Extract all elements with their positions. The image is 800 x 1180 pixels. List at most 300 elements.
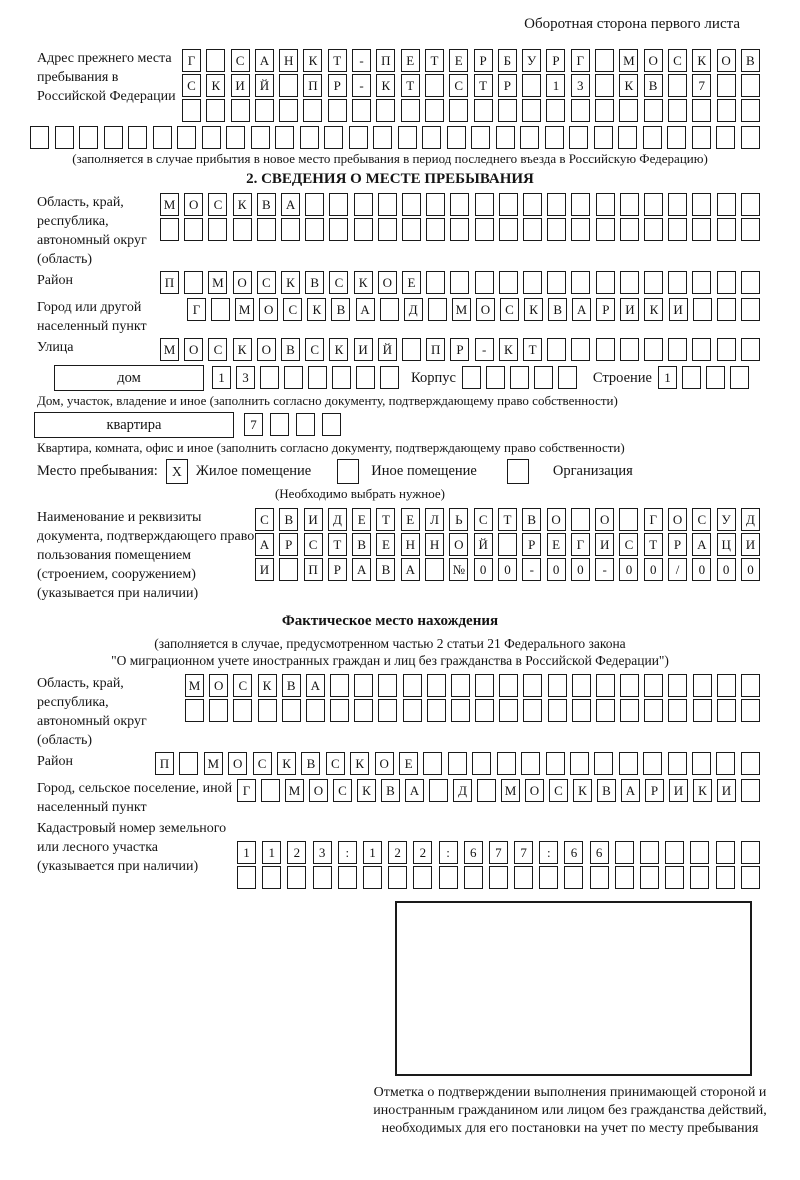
char-box[interactable] bbox=[378, 218, 397, 241]
char-box[interactable] bbox=[667, 126, 686, 149]
char-box[interactable] bbox=[373, 126, 392, 149]
char-box[interactable] bbox=[620, 338, 639, 361]
char-box[interactable]: Е bbox=[401, 49, 420, 72]
char-box[interactable] bbox=[643, 126, 662, 149]
char-box[interactable]: 1 bbox=[658, 366, 677, 389]
char-box[interactable]: Ц bbox=[717, 533, 736, 556]
char-box[interactable] bbox=[741, 193, 760, 216]
char-box[interactable] bbox=[644, 193, 663, 216]
char-box[interactable] bbox=[260, 366, 279, 389]
char-box[interactable]: К bbox=[354, 271, 373, 294]
char-box[interactable]: П bbox=[376, 49, 395, 72]
char-box[interactable] bbox=[284, 366, 303, 389]
char-box[interactable] bbox=[233, 218, 252, 241]
char-box[interactable] bbox=[668, 699, 687, 722]
char-box[interactable]: Т bbox=[425, 49, 444, 72]
char-box[interactable] bbox=[741, 99, 760, 122]
char-box[interactable]: - bbox=[522, 558, 541, 581]
char-box[interactable] bbox=[643, 752, 662, 775]
char-box[interactable] bbox=[282, 699, 301, 722]
char-box[interactable]: 6 bbox=[590, 841, 609, 864]
char-box[interactable]: 1 bbox=[212, 366, 231, 389]
char-box[interactable]: Ь bbox=[449, 508, 468, 531]
char-box[interactable]: К bbox=[206, 74, 225, 97]
char-box[interactable]: К bbox=[303, 49, 322, 72]
char-box[interactable] bbox=[546, 99, 565, 122]
char-box[interactable] bbox=[206, 49, 225, 72]
char-box[interactable] bbox=[279, 99, 298, 122]
char-box[interactable]: О bbox=[184, 338, 203, 361]
char-box[interactable]: Р bbox=[498, 74, 517, 97]
char-box[interactable]: Д bbox=[328, 508, 347, 531]
char-box[interactable] bbox=[615, 841, 634, 864]
char-box[interactable] bbox=[499, 699, 518, 722]
char-box[interactable]: В bbox=[644, 74, 663, 97]
char-box[interactable] bbox=[520, 126, 539, 149]
char-box[interactable] bbox=[521, 752, 540, 775]
char-box[interactable] bbox=[523, 193, 542, 216]
char-box[interactable] bbox=[262, 866, 281, 889]
char-box[interactable]: 1 bbox=[262, 841, 281, 864]
char-box[interactable] bbox=[730, 366, 749, 389]
char-box[interactable]: 0 bbox=[547, 558, 566, 581]
char-box[interactable]: М bbox=[208, 271, 227, 294]
char-box[interactable]: О bbox=[209, 674, 228, 697]
char-box[interactable]: / bbox=[668, 558, 687, 581]
char-box[interactable]: 2 bbox=[388, 841, 407, 864]
char-box[interactable] bbox=[620, 218, 639, 241]
char-box[interactable] bbox=[594, 126, 613, 149]
char-box[interactable]: 0 bbox=[644, 558, 663, 581]
char-box[interactable] bbox=[258, 699, 277, 722]
char-box[interactable]: С bbox=[500, 298, 519, 321]
char-box[interactable]: С bbox=[208, 338, 227, 361]
char-box[interactable] bbox=[522, 74, 541, 97]
char-box[interactable] bbox=[596, 699, 615, 722]
char-box[interactable] bbox=[571, 271, 590, 294]
char-box[interactable] bbox=[450, 193, 469, 216]
char-box[interactable] bbox=[548, 674, 567, 697]
char-box[interactable]: Г bbox=[182, 49, 201, 72]
char-box[interactable] bbox=[257, 218, 276, 241]
char-box[interactable]: Т bbox=[474, 74, 493, 97]
char-box[interactable] bbox=[426, 271, 445, 294]
char-box[interactable]: 0 bbox=[474, 558, 493, 581]
char-box[interactable] bbox=[595, 49, 614, 72]
char-box[interactable]: И bbox=[717, 779, 736, 802]
char-box[interactable] bbox=[644, 271, 663, 294]
char-box[interactable]: Р bbox=[645, 779, 664, 802]
char-box[interactable]: Г bbox=[237, 779, 256, 802]
char-box[interactable]: С bbox=[449, 74, 468, 97]
char-box[interactable]: А bbox=[405, 779, 424, 802]
char-box[interactable]: Г bbox=[571, 533, 590, 556]
char-box[interactable]: К bbox=[281, 271, 300, 294]
char-box[interactable] bbox=[510, 366, 529, 389]
char-box[interactable]: - bbox=[475, 338, 494, 361]
char-box[interactable]: 1 bbox=[546, 74, 565, 97]
char-box[interactable]: № bbox=[449, 558, 468, 581]
char-box[interactable]: Т bbox=[523, 338, 542, 361]
char-box[interactable]: В bbox=[376, 558, 395, 581]
char-box[interactable] bbox=[741, 218, 760, 241]
char-box[interactable] bbox=[423, 752, 442, 775]
char-box[interactable] bbox=[620, 271, 639, 294]
char-box[interactable]: В bbox=[522, 508, 541, 531]
char-box[interactable]: 3 bbox=[236, 366, 255, 389]
char-box[interactable] bbox=[717, 193, 736, 216]
char-box[interactable]: 7 bbox=[514, 841, 533, 864]
char-box[interactable] bbox=[329, 218, 348, 241]
char-box[interactable] bbox=[206, 99, 225, 122]
char-box[interactable]: - bbox=[352, 49, 371, 72]
char-box[interactable] bbox=[378, 699, 397, 722]
char-box[interactable] bbox=[741, 298, 760, 321]
char-box[interactable] bbox=[208, 218, 227, 241]
char-box[interactable] bbox=[403, 699, 422, 722]
char-box[interactable]: М bbox=[285, 779, 304, 802]
char-box[interactable]: И bbox=[669, 779, 688, 802]
char-box[interactable]: И bbox=[595, 533, 614, 556]
char-box[interactable]: О bbox=[378, 271, 397, 294]
char-box[interactable] bbox=[615, 866, 634, 889]
char-box[interactable]: Д bbox=[453, 779, 472, 802]
char-box[interactable] bbox=[619, 508, 638, 531]
char-box[interactable] bbox=[474, 99, 493, 122]
char-box[interactable] bbox=[499, 271, 518, 294]
char-box[interactable] bbox=[741, 866, 760, 889]
char-box[interactable] bbox=[523, 674, 542, 697]
char-box[interactable] bbox=[692, 218, 711, 241]
char-box[interactable]: С bbox=[231, 49, 250, 72]
char-box[interactable] bbox=[546, 752, 565, 775]
char-box[interactable]: А bbox=[356, 298, 375, 321]
char-box[interactable] bbox=[717, 218, 736, 241]
char-box[interactable] bbox=[668, 674, 687, 697]
char-box[interactable]: А bbox=[692, 533, 711, 556]
char-box[interactable] bbox=[425, 99, 444, 122]
char-box[interactable]: С bbox=[619, 533, 638, 556]
char-box[interactable]: В bbox=[257, 193, 276, 216]
char-box[interactable]: А bbox=[281, 193, 300, 216]
char-box[interactable] bbox=[376, 99, 395, 122]
char-box[interactable]: - bbox=[595, 558, 614, 581]
char-box[interactable] bbox=[305, 218, 324, 241]
char-box[interactable] bbox=[308, 366, 327, 389]
char-box[interactable] bbox=[692, 752, 711, 775]
char-box[interactable] bbox=[547, 193, 566, 216]
char-box[interactable] bbox=[231, 99, 250, 122]
char-box[interactable] bbox=[596, 193, 615, 216]
char-box[interactable] bbox=[741, 338, 760, 361]
char-box[interactable]: П bbox=[160, 271, 179, 294]
char-box[interactable] bbox=[177, 126, 196, 149]
char-box[interactable]: В bbox=[279, 508, 298, 531]
char-box[interactable] bbox=[261, 779, 280, 802]
char-box[interactable]: Р bbox=[546, 49, 565, 72]
char-box[interactable]: 7 bbox=[244, 413, 263, 436]
char-box[interactable]: В bbox=[381, 779, 400, 802]
char-box[interactable]: М bbox=[160, 193, 179, 216]
char-box[interactable] bbox=[255, 99, 274, 122]
char-box[interactable] bbox=[547, 338, 566, 361]
char-box[interactable] bbox=[160, 218, 179, 241]
char-box[interactable]: Р bbox=[474, 49, 493, 72]
char-box[interactable] bbox=[595, 99, 614, 122]
char-box[interactable]: О bbox=[259, 298, 278, 321]
char-box[interactable] bbox=[428, 298, 447, 321]
char-box[interactable]: С bbox=[253, 752, 272, 775]
char-box[interactable] bbox=[185, 699, 204, 722]
char-box[interactable]: 0 bbox=[717, 558, 736, 581]
char-box[interactable]: С bbox=[283, 298, 302, 321]
char-box[interactable]: О bbox=[644, 49, 663, 72]
char-box[interactable] bbox=[275, 126, 294, 149]
char-box[interactable]: А bbox=[352, 558, 371, 581]
char-box[interactable] bbox=[741, 126, 760, 149]
char-box[interactable]: 0 bbox=[619, 558, 638, 581]
char-box[interactable] bbox=[128, 126, 147, 149]
char-box[interactable]: М bbox=[160, 338, 179, 361]
char-box[interactable] bbox=[475, 699, 494, 722]
char-box[interactable] bbox=[571, 99, 590, 122]
char-box[interactable] bbox=[716, 841, 735, 864]
char-box[interactable] bbox=[692, 126, 711, 149]
char-box[interactable]: Н bbox=[279, 49, 298, 72]
char-box[interactable]: У bbox=[522, 49, 541, 72]
char-box[interactable] bbox=[356, 366, 375, 389]
char-box[interactable]: И bbox=[620, 298, 639, 321]
char-box[interactable] bbox=[439, 866, 458, 889]
char-box[interactable] bbox=[380, 298, 399, 321]
char-box[interactable] bbox=[450, 271, 469, 294]
char-box[interactable] bbox=[668, 218, 687, 241]
char-box[interactable]: О bbox=[375, 752, 394, 775]
char-box[interactable] bbox=[427, 699, 446, 722]
char-box[interactable] bbox=[569, 126, 588, 149]
char-box[interactable] bbox=[693, 674, 712, 697]
char-box[interactable]: : bbox=[439, 841, 458, 864]
char-box[interactable] bbox=[313, 866, 332, 889]
char-box[interactable]: К bbox=[692, 49, 711, 72]
char-box[interactable] bbox=[572, 699, 591, 722]
char-box[interactable]: 2 bbox=[413, 841, 432, 864]
char-box[interactable]: В bbox=[741, 49, 760, 72]
char-box[interactable] bbox=[717, 74, 736, 97]
char-box[interactable]: О bbox=[309, 779, 328, 802]
char-box[interactable] bbox=[413, 866, 432, 889]
char-box[interactable]: Р bbox=[596, 298, 615, 321]
char-box[interactable] bbox=[475, 674, 494, 697]
char-box[interactable]: С bbox=[333, 779, 352, 802]
char-box[interactable]: С bbox=[549, 779, 568, 802]
char-box[interactable]: С bbox=[326, 752, 345, 775]
char-box[interactable] bbox=[571, 218, 590, 241]
char-box[interactable] bbox=[644, 218, 663, 241]
char-box[interactable]: Е bbox=[547, 533, 566, 556]
char-box[interactable] bbox=[270, 413, 289, 436]
char-box[interactable]: К bbox=[258, 674, 277, 697]
char-box[interactable]: Р bbox=[668, 533, 687, 556]
char-box[interactable]: К bbox=[357, 779, 376, 802]
char-box[interactable] bbox=[332, 366, 351, 389]
char-box[interactable] bbox=[668, 99, 687, 122]
char-box[interactable] bbox=[305, 193, 324, 216]
char-box[interactable] bbox=[693, 699, 712, 722]
char-box[interactable]: 2 bbox=[287, 841, 306, 864]
char-box[interactable] bbox=[401, 99, 420, 122]
char-box[interactable] bbox=[594, 752, 613, 775]
char-box[interactable]: И bbox=[255, 558, 274, 581]
char-box[interactable]: О bbox=[184, 193, 203, 216]
char-box[interactable] bbox=[475, 218, 494, 241]
char-box[interactable]: 3 bbox=[313, 841, 332, 864]
char-box[interactable] bbox=[668, 338, 687, 361]
char-box[interactable] bbox=[496, 126, 515, 149]
char-box[interactable] bbox=[354, 218, 373, 241]
char-box[interactable]: 0 bbox=[692, 558, 711, 581]
char-box[interactable] bbox=[450, 218, 469, 241]
char-box[interactable] bbox=[306, 699, 325, 722]
char-box[interactable] bbox=[644, 699, 663, 722]
char-box[interactable]: Й bbox=[378, 338, 397, 361]
char-box[interactable]: Е bbox=[402, 271, 421, 294]
char-box[interactable] bbox=[464, 866, 483, 889]
char-box[interactable] bbox=[716, 752, 735, 775]
char-box[interactable]: Б bbox=[498, 49, 517, 72]
char-box[interactable]: : bbox=[539, 841, 558, 864]
char-box[interactable] bbox=[571, 508, 590, 531]
char-box[interactable] bbox=[665, 866, 684, 889]
char-box[interactable]: М bbox=[501, 779, 520, 802]
char-box[interactable]: 1 bbox=[363, 841, 382, 864]
char-box[interactable] bbox=[429, 779, 448, 802]
char-box[interactable]: И bbox=[354, 338, 373, 361]
char-box[interactable]: Д bbox=[741, 508, 760, 531]
char-box[interactable]: К bbox=[277, 752, 296, 775]
char-box[interactable]: М bbox=[235, 298, 254, 321]
char-box[interactable] bbox=[202, 126, 221, 149]
char-box[interactable]: : bbox=[338, 841, 357, 864]
char-box[interactable]: В bbox=[331, 298, 350, 321]
char-box[interactable]: О bbox=[717, 49, 736, 72]
char-box[interactable] bbox=[534, 366, 553, 389]
char-box[interactable] bbox=[352, 99, 371, 122]
char-box[interactable] bbox=[717, 99, 736, 122]
char-box[interactable]: В bbox=[301, 752, 320, 775]
char-box[interactable] bbox=[378, 193, 397, 216]
char-box[interactable] bbox=[619, 752, 638, 775]
char-box[interactable] bbox=[668, 271, 687, 294]
char-box[interactable]: А bbox=[255, 49, 274, 72]
char-box[interactable] bbox=[558, 366, 577, 389]
char-box[interactable]: Т bbox=[328, 533, 347, 556]
char-box[interactable]: П bbox=[304, 558, 323, 581]
char-box[interactable] bbox=[547, 271, 566, 294]
char-box[interactable]: С bbox=[305, 338, 324, 361]
char-box[interactable]: В bbox=[282, 674, 301, 697]
char-box[interactable] bbox=[287, 866, 306, 889]
char-box[interactable]: С bbox=[329, 271, 348, 294]
char-box[interactable] bbox=[477, 779, 496, 802]
char-box[interactable] bbox=[209, 699, 228, 722]
char-box[interactable] bbox=[741, 779, 760, 802]
char-box[interactable]: Г bbox=[187, 298, 206, 321]
char-box[interactable]: Т bbox=[644, 533, 663, 556]
char-box[interactable]: И bbox=[669, 298, 688, 321]
apartment-box[interactable]: квартира bbox=[34, 412, 234, 438]
char-box[interactable] bbox=[665, 841, 684, 864]
other-premises-checkbox[interactable] bbox=[337, 459, 359, 484]
char-box[interactable]: 6 bbox=[464, 841, 483, 864]
char-box[interactable] bbox=[741, 674, 760, 697]
char-box[interactable] bbox=[380, 366, 399, 389]
char-box[interactable]: О bbox=[233, 271, 252, 294]
char-box[interactable] bbox=[523, 699, 542, 722]
char-box[interactable]: С bbox=[668, 49, 687, 72]
char-box[interactable]: 3 bbox=[571, 74, 590, 97]
char-box[interactable]: М bbox=[452, 298, 471, 321]
char-box[interactable] bbox=[30, 126, 49, 149]
char-box[interactable] bbox=[497, 752, 516, 775]
char-box[interactable] bbox=[153, 126, 172, 149]
char-box[interactable] bbox=[104, 126, 123, 149]
char-box[interactable] bbox=[644, 99, 663, 122]
char-box[interactable] bbox=[716, 866, 735, 889]
char-box[interactable] bbox=[499, 674, 518, 697]
char-box[interactable] bbox=[571, 193, 590, 216]
char-box[interactable]: Й bbox=[255, 74, 274, 97]
char-box[interactable] bbox=[741, 74, 760, 97]
char-box[interactable] bbox=[330, 674, 349, 697]
char-box[interactable] bbox=[402, 338, 421, 361]
char-box[interactable]: Р bbox=[279, 533, 298, 556]
char-box[interactable] bbox=[571, 338, 590, 361]
char-box[interactable]: О bbox=[449, 533, 468, 556]
char-box[interactable] bbox=[182, 99, 201, 122]
char-box[interactable] bbox=[570, 752, 589, 775]
char-box[interactable] bbox=[472, 752, 491, 775]
char-box[interactable] bbox=[717, 271, 736, 294]
char-box[interactable]: Е bbox=[376, 533, 395, 556]
char-box[interactable]: И bbox=[741, 533, 760, 556]
char-box[interactable] bbox=[596, 674, 615, 697]
char-box[interactable] bbox=[682, 366, 701, 389]
char-box[interactable] bbox=[179, 752, 198, 775]
char-box[interactable] bbox=[300, 126, 319, 149]
char-box[interactable] bbox=[471, 126, 490, 149]
char-box[interactable] bbox=[618, 126, 637, 149]
char-box[interactable] bbox=[426, 193, 445, 216]
char-box[interactable] bbox=[716, 126, 735, 149]
char-box[interactable]: К bbox=[499, 338, 518, 361]
char-box[interactable] bbox=[498, 99, 517, 122]
char-box[interactable]: Г bbox=[571, 49, 590, 72]
char-box[interactable] bbox=[692, 193, 711, 216]
char-box[interactable] bbox=[668, 193, 687, 216]
char-box[interactable] bbox=[547, 218, 566, 241]
char-box[interactable]: И bbox=[304, 508, 323, 531]
char-box[interactable]: К bbox=[307, 298, 326, 321]
char-box[interactable]: 7 bbox=[692, 74, 711, 97]
char-box[interactable]: 1 bbox=[237, 841, 256, 864]
char-box[interactable] bbox=[596, 218, 615, 241]
char-box[interactable] bbox=[741, 752, 760, 775]
char-box[interactable] bbox=[330, 699, 349, 722]
char-box[interactable]: А bbox=[255, 533, 274, 556]
char-box[interactable] bbox=[668, 74, 687, 97]
char-box[interactable] bbox=[499, 193, 518, 216]
